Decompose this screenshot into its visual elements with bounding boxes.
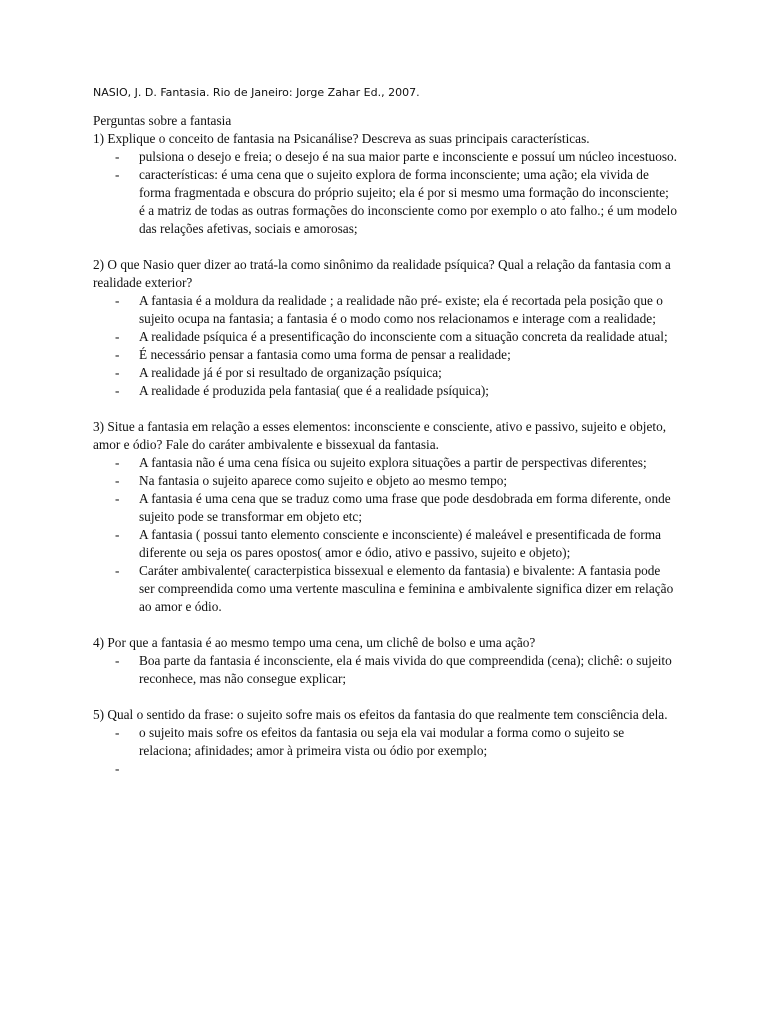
- question-section: [93, 634, 678, 688]
- answer-list: [93, 292, 678, 400]
- question-section: [93, 706, 678, 776]
- answer-list: [93, 454, 678, 616]
- bullet-dash: -: [115, 167, 120, 182]
- answer-text: pulsiona o desejo e freia; o desejo é na sua maior parte e inconsciente e possuí um núcleo incestuoso.: [139, 149, 677, 164]
- answer-item: [93, 166, 678, 238]
- bullet-dash: -: [115, 491, 120, 506]
- answer-list: [93, 724, 678, 776]
- answer-text: É necessário pensar a fantasia como uma forma de pensar a realidade;: [139, 347, 511, 362]
- answer-item: [93, 652, 678, 688]
- answer-list: [93, 148, 678, 238]
- answer-item: [93, 454, 678, 472]
- bullet-dash: -: [115, 293, 120, 308]
- bullet-dash: -: [115, 347, 120, 362]
- question-section: [93, 418, 678, 616]
- question-section: [93, 130, 678, 238]
- bullet-dash: -: [115, 653, 120, 668]
- question-section: [93, 256, 678, 400]
- answer-item: [93, 724, 678, 760]
- document-body: [93, 112, 678, 778]
- citation: NASIO, J. D. Fantasia. Rio de Janeiro: Jorge Zahar Ed., 2007.: [93, 86, 420, 99]
- bullet-dash: -: [115, 473, 120, 488]
- bullet-dash: -: [115, 527, 120, 542]
- bullet-dash: -: [115, 365, 120, 380]
- bullet-dash: -: [115, 383, 120, 398]
- bullet-dash: -: [115, 149, 120, 164]
- question-text: 4) Por que a fantasia é ao mesmo tempo uma cena, um clichê de bolso e uma ação?: [93, 635, 536, 650]
- answer-text: A fantasia não é uma cena física ou sujeito explora situações a partir de perspectivas diferentes;: [139, 455, 647, 470]
- answer-item: [93, 346, 678, 364]
- answer-item: [93, 292, 678, 328]
- answer-item: [93, 490, 678, 526]
- answer-item: [93, 562, 678, 616]
- answer-text: características: é uma cena que o sujeito explora de forma inconsciente; uma ação; ela vivida de forma fragmentada e obscura do próprio sujeito; ela é por si mesmo uma formação do inconsciente; é a matriz de todas as outras formações do inconsciente como por exemplo o ato falho.; é um modelo das relações afetivas, sociais e amorosas;: [139, 167, 677, 236]
- bullet-dash: -: [115, 329, 120, 344]
- answer-item: [93, 364, 678, 382]
- answer-item: [93, 148, 678, 166]
- heading: Perguntas sobre a fantasia: [93, 113, 232, 128]
- question-list: [93, 130, 678, 776]
- question-text: 2) O que Nasio quer dizer ao tratá-la como sinônimo da realidade psíquica? Qual a relação da fantasia com a realidade exterior?: [93, 257, 671, 290]
- bullet-dash: -: [115, 725, 120, 740]
- answer-list: [93, 652, 678, 688]
- answer-text: o sujeito mais sofre os efeitos da fantasia ou seja ela vai modular a forma como o sujeito se relaciona; afinidades; amor à primeira vista ou ódio por exemplo;: [139, 725, 625, 758]
- answer-text: A fantasia ( possui tanto elemento consciente e inconsciente) é maleável e presentificada de forma diferente ou seja os pares opostos( amor e ódio, ativo e passivo, sujeito e objeto);: [139, 527, 662, 560]
- answer-text: A fantasia é uma cena que se traduz como uma frase que pode desdobrada em forma diferente, onde sujeito pode se transformar em objeto etc;: [139, 491, 671, 524]
- question-text: 1) Explique o conceito de fantasia na Psicanálise? Descreva as suas principais características.: [93, 131, 590, 146]
- answer-item: [93, 328, 678, 346]
- answer-item: [93, 472, 678, 490]
- bullet-dash: -: [115, 563, 120, 578]
- answer-text: A realidade já é por si resultado de organização psíquica;: [139, 365, 442, 380]
- bullet-dash: -: [115, 455, 120, 470]
- answer-text: Caráter ambivalente( caracterpistica bissexual e elemento da fantasia) e bivalente: A fantasia pode ser compreendida como uma vertente masculina e feminina e ambivalente significa dizer em relação ao amor e ódio.: [139, 563, 674, 614]
- answer-item: [93, 526, 678, 562]
- question-text: 3) Situe a fantasia em relação a esses elementos: inconsciente e consciente, ativo e passivo, sujeito e objeto, amor e ódio? Fale do caráter ambivalente e bissexual da fantasia.: [93, 419, 667, 452]
- answer-item: [93, 382, 678, 400]
- question-text: 5) Qual o sentido da frase: o sujeito sofre mais os efeitos da fantasia do que realmente tem consciência dela.: [93, 707, 668, 722]
- answer-text: A realidade psíquica é a presentificação do inconsciente com a situação concreta da realidade atual;: [139, 329, 668, 344]
- answer-text: A fantasia é a moldura da realidade ; a realidade não pré- existe; ela é recortada pela posição que o sujeito ocupa na fantasia; a fantasia é o modo como nos relacionamos e interage com a realidade;: [139, 293, 663, 326]
- bullet-dash: -: [115, 761, 120, 776]
- answer-text: Boa parte da fantasia é inconsciente, ela é mais vivida do que compreendida (cena); clichê: o sujeito reconhece, mas não consegue explicar;: [139, 653, 672, 686]
- answer-text: Na fantasia o sujeito aparece como sujeito e objeto ao mesmo tempo;: [139, 473, 508, 488]
- answer-text: A realidade é produzida pela fantasia( que é a realidade psíquica);: [139, 383, 489, 398]
